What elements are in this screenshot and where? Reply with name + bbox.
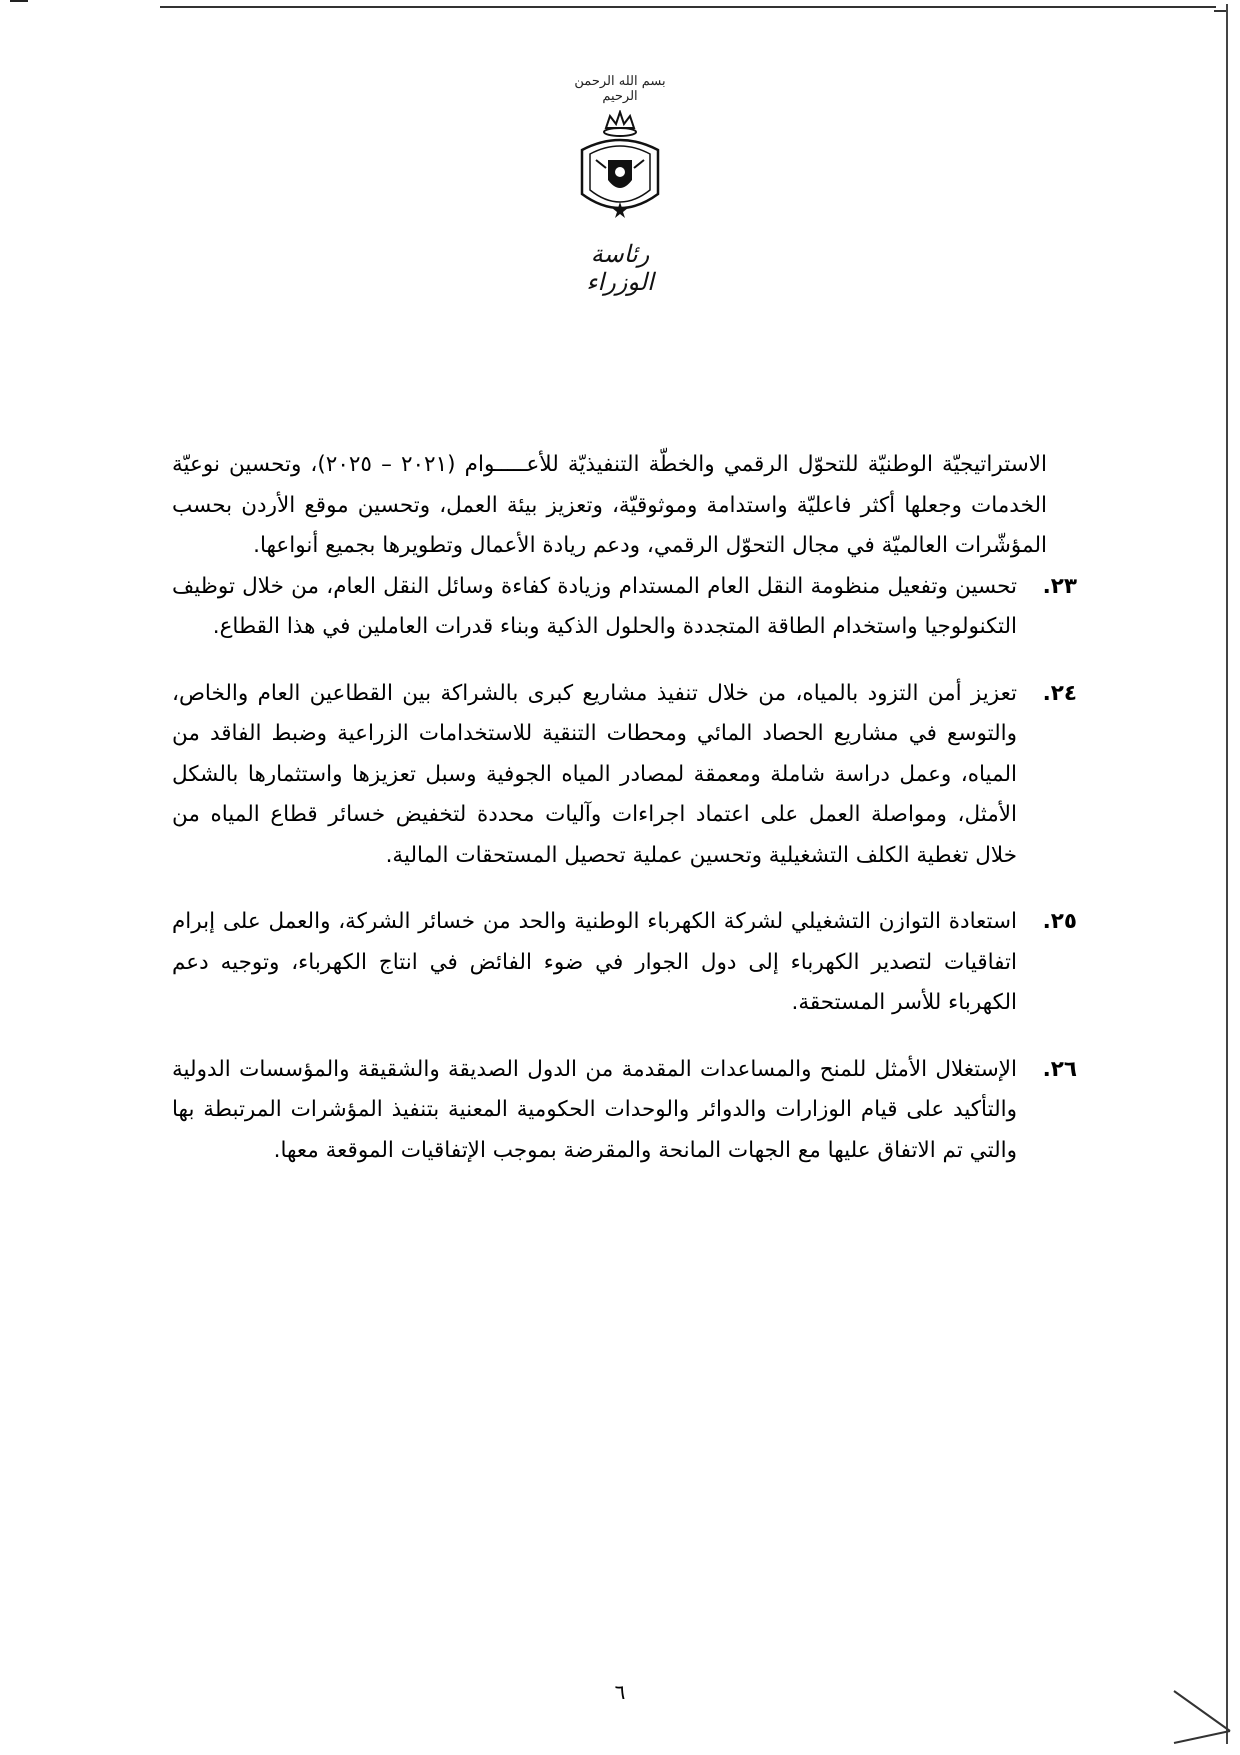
item-number: ٢٤.	[1042, 680, 1077, 706]
item-number: ٢٥.	[1042, 909, 1077, 934]
intro-paragraph: الاستراتيجيّة الوطنيّة للتحوّل الرقمي والخطّة التنفيذيّة للأعـــــوام (٢٠٢١ – ٢٠٢٥)، وتحسين نوعيّة الخدمات وجعلها أكثر فاعليّة واستدامة وموثوقيّة، وتعزيز بيئة العمل، وتحسين موقع الأردن بحسب المؤشّرات العالميّة في مجال التحوّل الرقمي، ودعم ريادة الأعمال وتطويرها بجميع أنواعها.	[172, 452, 1047, 558]
list-item	[172, 674, 1077, 877]
item-text: استعادة التوازن التشغيلي لشركة الكهرباء الوطنية والحد من خسائر الشركة، والعمل على إبرام اتفاقيات لتصدير الكهرباء إلى دول الجوار في ضوء الفائض في انتاج الكهرباء، وتوجيه دعم الكهرباء للأسر المستحقة.	[172, 909, 1017, 1015]
list-item	[172, 902, 1077, 1024]
document-body	[172, 445, 1077, 1171]
page-curl-mark	[1170, 1687, 1240, 1747]
ministry-name: رئاسة الوزراء	[586, 240, 654, 296]
item-number: ٢٣.	[1042, 573, 1077, 599]
right-border-line	[1226, 4, 1228, 1744]
item-text: تحسين وتفعيل منظومة النقل العام المستدام وزيادة كفاءة وسائل النقل العام، من خلال توظيف التكنولوجيا واستخدام الطاقة المتجددة والحلول الذكية وبناء قدرات العاملين في هذا القطاع.	[172, 573, 1017, 639]
top-border-line	[160, 6, 1216, 8]
corner-mark	[1214, 0, 1226, 12]
item-text: تعزيز أمن التزود بالمياه، من خلال تنفيذ مشاريع كبرى بالشراكة بين القطاعين العام والخاص، والتوسع في مشاريع الحصاد المائي ومحطات التنقية للاستخدامات الزراعية وضبط الفاقد من المياه، وعمل دراسة شاملة ومعمقة لمصادر المياه الجوفية وسبل تعزيزها واستثمارها بالشكل الأمثل، ومواصلة العمل على اعتماد اجراءات وآليات محددة لتخفيض خسائر قطاع المياه من خلال تغطية الكلف التشغيلية وتحسين عملية تحصيل المستحقات المالية.	[172, 680, 1017, 868]
basmala-text: بسم الله الرحمن الرحيم	[574, 74, 666, 104]
list-item	[172, 1050, 1077, 1172]
page-number: ٦	[614, 1680, 626, 1704]
item-text: الإستغلال الأمثل للمنح والمساعدات المقدمة من الدول الصديقة والشقيقة والمؤسسات الدولية والتأكيد على قيام الوزارات والدوائر والوحدات الحكومية المعنية بتنفيذ المؤشرات المرتبطة بها والتي تم الاتفاق عليها مع الجهات المانحة والمقرضة بموجب الإتفاقيات الموقعة معها.	[172, 1056, 1017, 1163]
letterhead	[560, 74, 680, 296]
list-item	[172, 567, 1077, 648]
item-number: ٢٦.	[1042, 1056, 1077, 1082]
scan-edge-mark	[10, 0, 28, 2]
jordan-crest-icon	[572, 110, 668, 230]
